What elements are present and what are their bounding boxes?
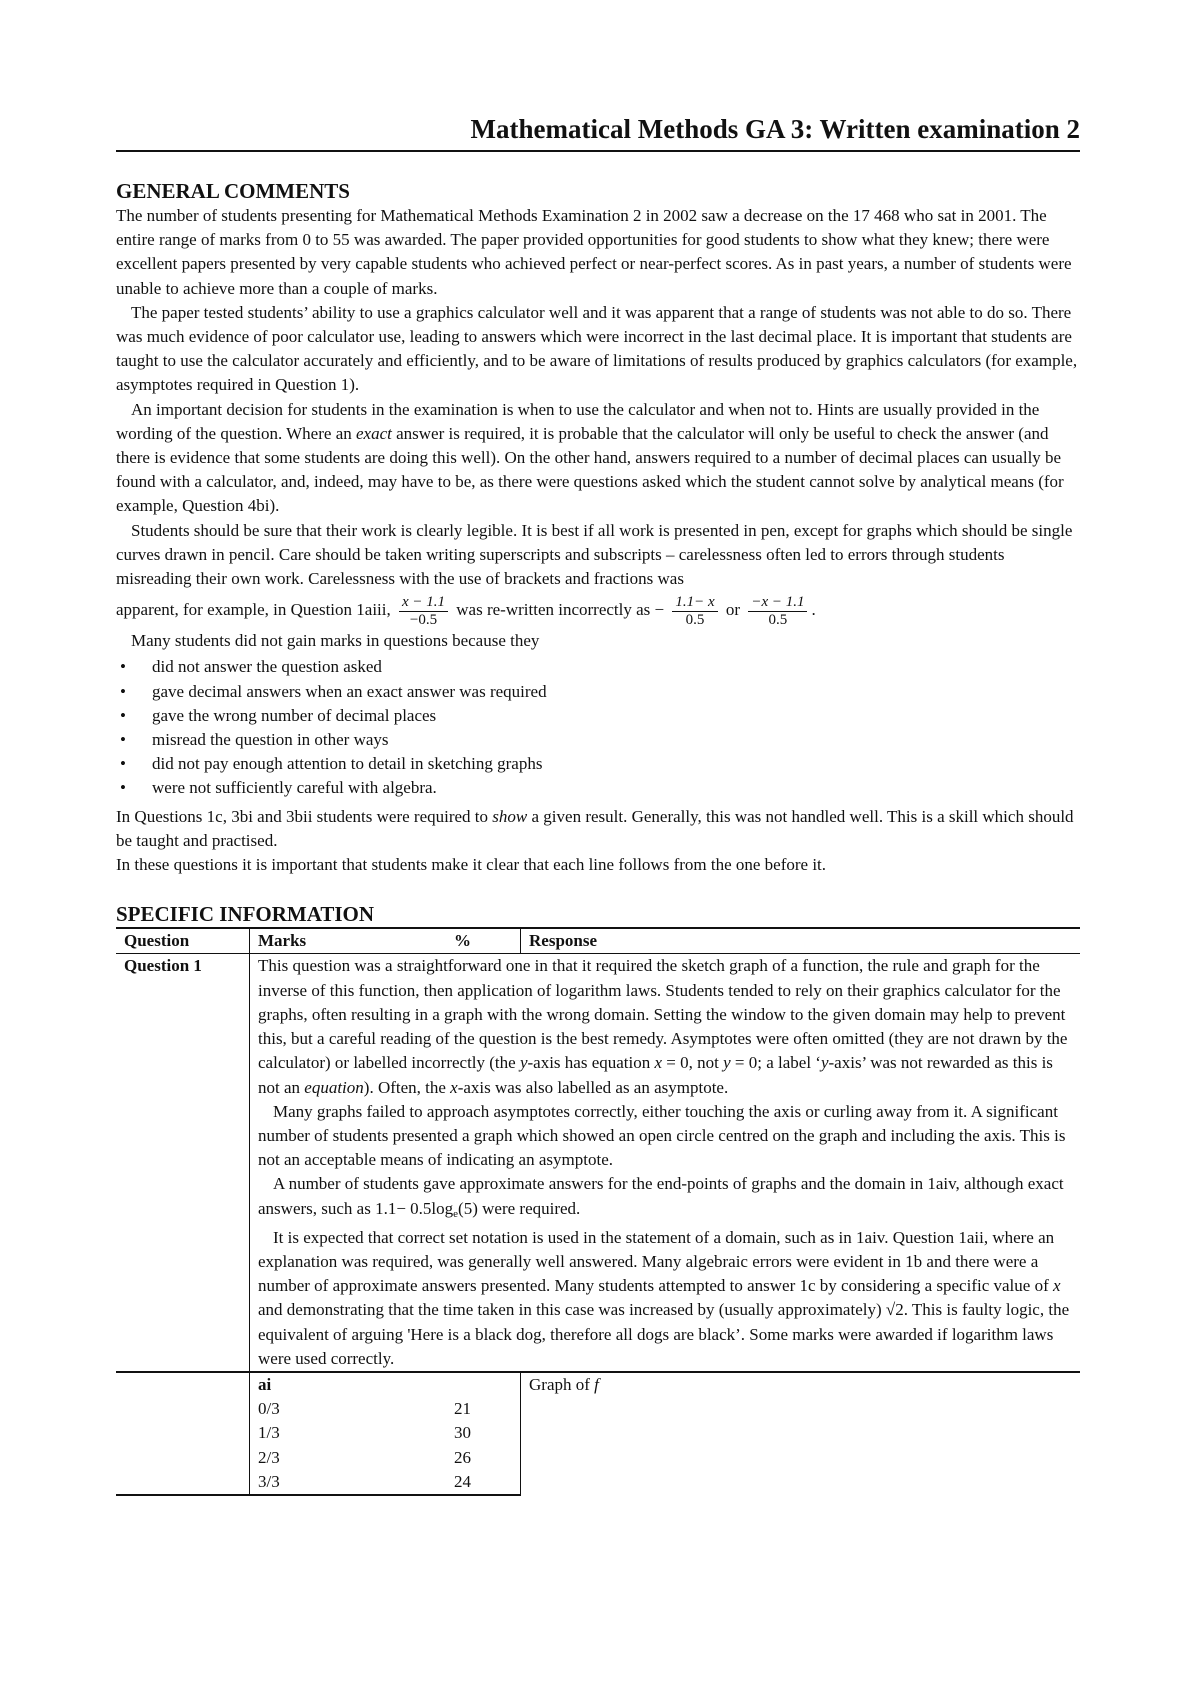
general-comments-heading: GENERAL COMMENTS: [116, 179, 350, 203]
table-row: [116, 1372, 1080, 1397]
paragraph: An important decision for students in the examination is when to use the calculator and when not to. Hints are usually provided in the wording of the question. Where an exact answer is required, it is probable that the calculator will only be useful to check the answer (and there is evidence that some students are doing this well). On the other hand, answers required to a number of decimal places can usually be found with a calculator, and, indeed, may have to be, as there were questions asked which the student cannot solve by analytical means (for example, Question 4bi).: [116, 399, 1064, 516]
paragraph: Many students did not gain marks in questions because they: [131, 631, 540, 651]
list-item: • gave decimal answers when an exact answer was required: [116, 680, 1080, 704]
specific-information-heading: SPECIFIC INFORMATION: [116, 902, 375, 927]
fraction: $\frac{-x - 1.1}{0.5}$: [748, 594, 807, 629]
marks-cell: 1/3: [258, 1423, 280, 1443]
marks-cell: 3/3: [250, 1470, 447, 1495]
table-row: [116, 954, 1080, 1372]
column-header-question: Question: [116, 928, 250, 954]
list-item: • were not sufficiently careful with algebra.: [116, 776, 1080, 800]
part-label: ai: [250, 1372, 447, 1397]
question-commentary: [250, 954, 1081, 1372]
table-header-row: [116, 928, 1080, 954]
paragraph: The number of students presenting for Mathematical Methods Examination 2 in 2002 saw a decrease on the 17 468 who sat in 2001. The entire range of marks from 0 to 55 was awarded. The paper provided opportunities for good students to show what they knew; there were excellent papers presented by very capable students who achieved perfect or near-perfect scores. As in past years, a number of students were unable to achieve more than a couple of marks.: [116, 206, 1072, 298]
column-header-response: Response: [521, 928, 1081, 954]
paragraph: This question was a straightforward one in that it required the sketch graph of a function, the rule and graph for the inverse of this function, then application of logarithm laws. Students tended to rely on their graphics calculator for the graphs, often resulting in a graph with the wrong domain. Setting the window to the given domain may help to prevent this, but a careful reading of the question is the best remedy. Asymptotes were often omitted (they are not drawn by the calculator) or labelled incorrectly (the y-axis has equation x = 0, not y = 0; a label ‘y-axis’ was not rewarded as this is not an equation). Often, the x-axis was also labelled as an asymptote.: [258, 956, 1068, 1097]
list-item: • did not answer the question asked: [116, 655, 1080, 679]
list-item: • gave the wrong number of decimal places: [116, 704, 1080, 728]
document-page: [116, 112, 1080, 1496]
specific-information-table: [116, 927, 1080, 1496]
paragraph: Many graphs failed to approach asymptotes correctly, either touching the axis or curling away from it. A significant number of students presented a graph which showed an open circle centred on the graph and including the axis. This is not an acceptable means of indicating an asymptote.: [258, 1101, 1066, 1170]
fraction: $\frac{1.1- x}{0.5}$: [672, 594, 717, 629]
paragraph: A number of students gave approximate answers for the end-points of graphs and the domain in 1aiv, although exact answers, such as $1.1- 0.5\log_e(5)$ were required.: [258, 1174, 1064, 1220]
percent-cell: 30: [446, 1421, 521, 1445]
general-comments-body: [116, 204, 1080, 877]
percent-cell: 24: [446, 1470, 521, 1495]
column-header-percent: %: [446, 928, 521, 954]
percent-cell: 26: [446, 1446, 521, 1470]
percent-cell: 21: [446, 1397, 521, 1421]
question-label: Question 1: [116, 954, 250, 1372]
paragraph: The paper tested students’ ability to use a graphics calculator well and it was apparent that a range of students was not able to do so. There was much evidence of poor calculator use, leading to answers which were incorrect in the last decimal place. It is important that students are taught to use the calculator accurately and efficiently, and to be aware of limitations of results produced by graphics calculators (for example, asymptotes required in Question 1).: [116, 302, 1078, 395]
part-response: Graph of f: [521, 1372, 1081, 1495]
column-header-marks: Marks: [250, 928, 447, 954]
paragraph: Students should be sure that their work is clearly legible. It is best if all work is presented in pen, except for graphs which should be single curves drawn in pencil. Care should be taken writing superscripts and subscripts – carelessness often led to errors through students misreading their own work. Carelessness with the use of brackets and fractions was: [116, 520, 1073, 589]
bullet-list: [116, 655, 1080, 800]
list-item: • misread the question in other ways: [116, 728, 1080, 752]
document-title: Mathematical Methods GA 3: Written examination 2: [116, 112, 1080, 152]
paragraph: In Questions 1c, 3bi and 3bii students were required to show a given result. Generally, this was not handled well. This is a skill which should be taught and practised.: [116, 806, 1074, 850]
fraction: $\frac{x - 1.1}{-0.5}$: [399, 594, 448, 629]
paragraph-fractions: apparent, for example, in Question 1aiii, $\frac{x - 1.1}{-0.5}$ was re-written incorrectly as − $\frac{1.1- x}{0.5}$ or $\frac{-x - 1.1}{0.5}$ .: [116, 593, 816, 628]
marks-cell: 0/3: [258, 1399, 280, 1419]
marks-cell: 2/3: [258, 1447, 280, 1467]
list-item: • did not pay enough attention to detail in sketching graphs: [116, 752, 1080, 776]
paragraph: It is expected that correct set notation is used in the statement of a domain, such as in 1aiv. Question 1aii, where an explanation was required, was generally well answered. Many algebraic errors were evident in 1b and there were a number of approximate answers presented. Many students attempted to answer 1c by considering a specific value of x and demonstrating that the time taken in this case was increased by (usually approximately) √2. This is faulty logic, the equivalent of arguing 'Here is a black dog, therefore all dogs are black’. Some marks were awarded if logarithm laws were used correctly.: [258, 1227, 1070, 1368]
paragraph: In these questions it is important that students make it clear that each line follows from the one before it.: [116, 855, 827, 875]
